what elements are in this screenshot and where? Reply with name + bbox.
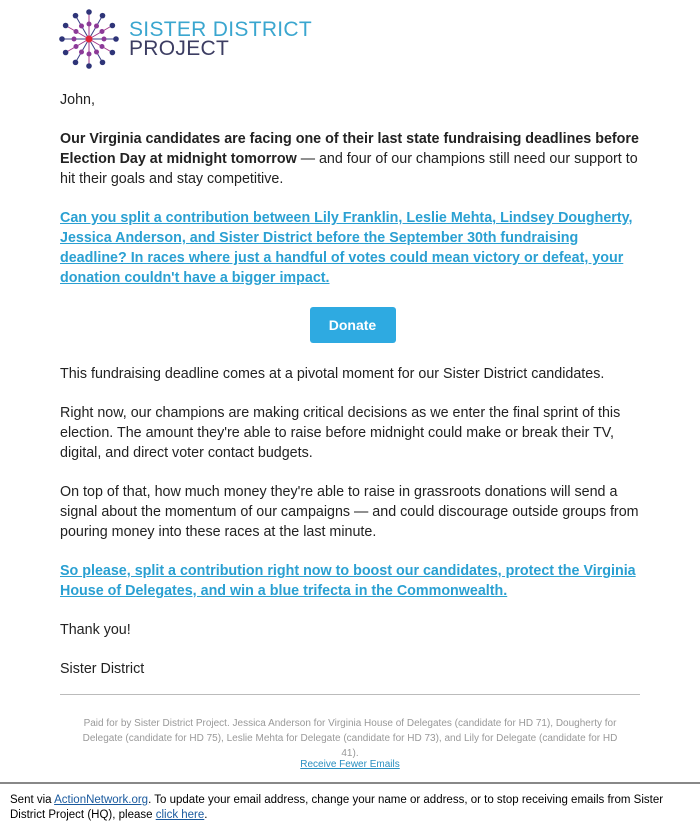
logo-line2: PROJECT — [129, 37, 230, 60]
logo-line1: SISTER DISTRICT — [129, 18, 313, 41]
message-content — [60, 90, 645, 698]
sent-middle: . To update your email address, change your name or address, or to stop receiving emails from Sister District Project (HQ), please — [10, 794, 664, 821]
sent-via-notice — [10, 793, 695, 823]
closing-donation-link[interactable]: So please, split a contribution right now to boost our candidates, protect the Virginia House of Delegates, and win a blue trifecta in the Commonwealth. — [60, 563, 636, 599]
body-paragraph: On top of that, how much money they're able to raise in grassroots donations will send a signal about the momentum of our campaigns — and could discourage outside groups from pouring money into these races at the last minute. — [60, 484, 639, 540]
donate-button[interactable]: Donate — [310, 307, 396, 343]
sister-district-logo[interactable] — [58, 8, 312, 70]
signature: Sister District — [60, 661, 145, 677]
intro-rest: — and four of our champions still need our support to hit their goals and stay competitive. — [60, 151, 638, 187]
actionnetwork-link[interactable]: ActionNetwork.org — [54, 794, 149, 806]
click-here-link[interactable]: click here — [155, 809, 205, 821]
sent-end: . — [204, 809, 208, 821]
greeting: John, — [60, 92, 95, 108]
footer-divider — [0, 782, 700, 784]
paid-for-disclaimer: Paid for by Sister District Project. Jessica Anderson for Virginia House of Delegates (candidate for HD 71), Dougherty for Delegate (candidate for HD 75), Leslie Mehta for Delegate (candidate for HD 73), and Lily for Delegate (candidate for HD 41). — [82, 718, 618, 759]
body-paragraph: This fundraising deadline comes at a pivotal moment for our Sister District candidates. — [60, 366, 605, 382]
intro-paragraph — [60, 129, 645, 189]
starburst-icon — [58, 8, 120, 70]
donation-ask-link[interactable]: Can you split a contribution between Lily Franklin, Leslie Mehta, Lindsey Dougherty, Jessica Anderson, and Sister District before the September 30th fundraising deadline? In races where just a handful of votes could mean victory or defeat, your donation couldn't have a bigger impact. — [60, 210, 633, 286]
intro-bold: Our Virginia candidates are facing one of their last state fundraising deadlines before Election Day at midnight tomorrow — [60, 131, 639, 167]
divider — [60, 694, 640, 695]
sent-prefix: Sent via — [10, 794, 55, 806]
thanks: Thank you! — [60, 622, 131, 638]
body-paragraph: Right now, our champions are making critical decisions as we enter the final sprint of this election. The amount they're able to raise before midnight could make or break their TV, digital, and direct voter contact budgets. — [60, 405, 621, 461]
receive-fewer-emails-link[interactable]: Receive Fewer Emails — [300, 759, 400, 770]
